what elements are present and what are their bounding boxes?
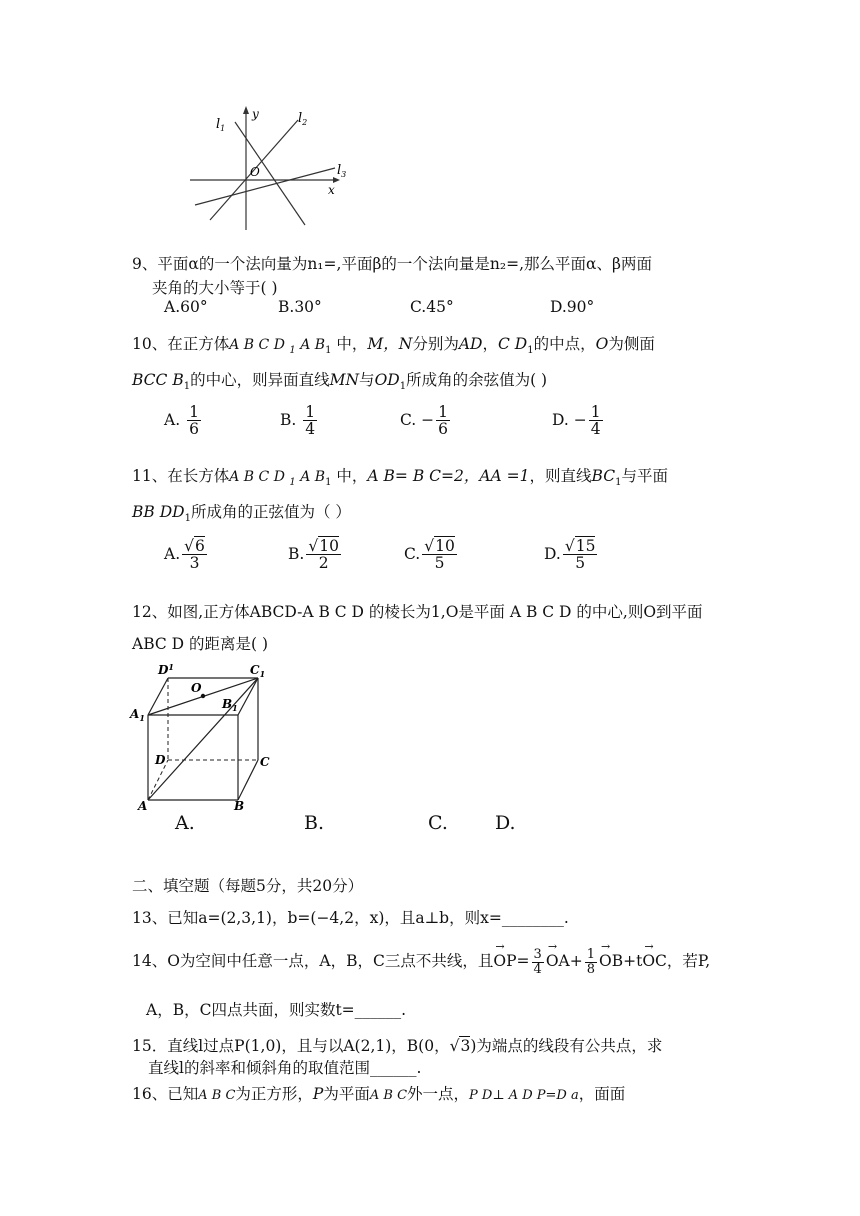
q11-option-b: B. $\frac{√10}{2}$ bbox=[288, 537, 339, 573]
q10-option-c: C. − $\frac{1}{6}$ bbox=[400, 403, 449, 439]
q9-line2: 夹角的大小等于( ) bbox=[152, 279, 278, 297]
q14-line1: 14、O为空间中任意一点，A，B，C三点不共线，且→ OP= $\frac{3}{4}$ → OA+ $\frac{1}{8}$ → OB+t→ OC，若P, bbox=[132, 948, 710, 976]
q12-option-b: B. bbox=[304, 812, 325, 834]
cube-label-c: C bbox=[260, 755, 270, 769]
q9-option-d: D.90° bbox=[550, 298, 595, 316]
label-l1: $l_1$ bbox=[216, 117, 226, 133]
q10-line2b: 的中心，则异面直线 bbox=[190, 371, 330, 389]
q10-line2d: 所成角的余弦值为( ) bbox=[406, 371, 548, 389]
q14-line2: A，B，C四点共面，则实数t=______. bbox=[146, 1001, 407, 1019]
cube-label-o: O bbox=[191, 681, 202, 695]
q10-rest3: 为侧面 bbox=[608, 335, 655, 353]
label-origin: O bbox=[250, 165, 260, 179]
q10-rest1: 分别为 bbox=[412, 335, 459, 353]
y-axis-arrow bbox=[243, 106, 249, 114]
q11-line2: BB $DD_1$所成角的正弦值为（ ） bbox=[132, 503, 351, 525]
q10-rest2: 的中点， bbox=[533, 335, 596, 353]
q10-cube: A B C D bbox=[229, 337, 285, 353]
cube-label-a: A bbox=[138, 799, 148, 810]
label-l3: $l_3$ bbox=[337, 163, 347, 179]
q10-c1d1: C D bbox=[497, 335, 528, 353]
cube-label-b: B bbox=[234, 799, 245, 810]
cube-label-c1: $C_1$ bbox=[250, 663, 266, 679]
q13: 13、已知a=(2,3,1)，b=(−4,2，x)，且a⊥b，则x=________. bbox=[132, 909, 569, 927]
q10-cube1: A B bbox=[300, 337, 326, 353]
q10-o: O bbox=[595, 335, 609, 353]
q9-line1: 9、平面α的一个法向量为n₁=,平面β的一个法向量是n₂=,那么平面α、β两面 bbox=[132, 255, 652, 273]
lines-figure bbox=[180, 100, 360, 235]
q10-mid: 中， bbox=[336, 335, 368, 353]
q12-option-d: D. bbox=[495, 812, 516, 834]
q15-line2: 直线l的斜率和倾斜角的取值范围______. bbox=[148, 1059, 422, 1077]
q12-option-c: C. bbox=[428, 812, 448, 834]
q9-option-b: B.30° bbox=[278, 298, 322, 316]
cube-figure bbox=[128, 660, 278, 810]
q11-option-a: A. $\frac{√6}{3}$ bbox=[164, 537, 205, 573]
q12-line2: ABC D 的距离是( ) bbox=[132, 635, 269, 653]
q10-mn2: MN bbox=[329, 371, 360, 389]
q10-line2: BCC $B_1$的中心，则异面直线MN与$OD_1$所成角的余弦值为( ) bbox=[132, 371, 548, 393]
q10-ad: AD bbox=[458, 335, 483, 353]
q10-mn: M，N bbox=[367, 335, 413, 353]
label-l2: $l_2$ bbox=[298, 111, 308, 127]
q11-option-c: C. $\frac{√10}{5}$ bbox=[404, 537, 455, 573]
q12-line1: 12、如图,正方体ABCD-A B C D 的棱长为1,O是平面 A B C D 的中心,则O到平面 bbox=[132, 603, 703, 621]
cube-label-a1: $A_1$ bbox=[130, 707, 145, 723]
q11-option-d: D. $\frac{√15}{5}$ bbox=[544, 537, 596, 573]
q15-line1: 15．直线l过点P(1,0)，且与以A(2,1)，B(0，√3)为端点的线段有公共点，求 bbox=[132, 1037, 663, 1055]
cube-label-d: D bbox=[155, 753, 166, 767]
q16-line1: 16、已知A B C为正方形，P为平面A B C外一点，P D⊥ A D P=D a，面面 bbox=[132, 1085, 626, 1103]
cube-label-b1: $B_1$ bbox=[222, 697, 238, 713]
q10-lead: 10、在正方体 bbox=[132, 335, 230, 353]
q10-option-b: B. $\frac{1}{4}$ bbox=[280, 403, 316, 439]
q12-option-a: A. bbox=[175, 812, 195, 834]
q10-line2c: 与 bbox=[359, 371, 375, 389]
cube-label-d1: $D^1$ bbox=[158, 662, 174, 677]
label-y: y bbox=[252, 107, 259, 121]
line-l3 bbox=[195, 168, 335, 205]
q9-option-a: A.60° bbox=[164, 298, 208, 316]
q10-bcc1b1: BCC B bbox=[132, 371, 184, 389]
q10-line1: 10、在正方体A B C D $_1$ A $B_1$ 中，M，N分别为AD，C $D_1$的中点，O为侧面 bbox=[132, 335, 655, 357]
q9-option-c: C.45° bbox=[410, 298, 454, 316]
label-x: x bbox=[328, 183, 335, 197]
q10-od1: OD bbox=[374, 371, 400, 389]
q11-line1: 11、在长方体A B C D $_1$ A $B_1$ 中，A B= B C=2，AA =1，则直线$BC_1$与平面 bbox=[132, 467, 668, 489]
section-2-heading: 二、填空题（每题5分，共20分） bbox=[132, 877, 364, 895]
q10-option-d: D. − $\frac{1}{4}$ bbox=[552, 403, 601, 439]
q10-option-a: A. $\frac{1}{6}$ bbox=[164, 403, 199, 439]
